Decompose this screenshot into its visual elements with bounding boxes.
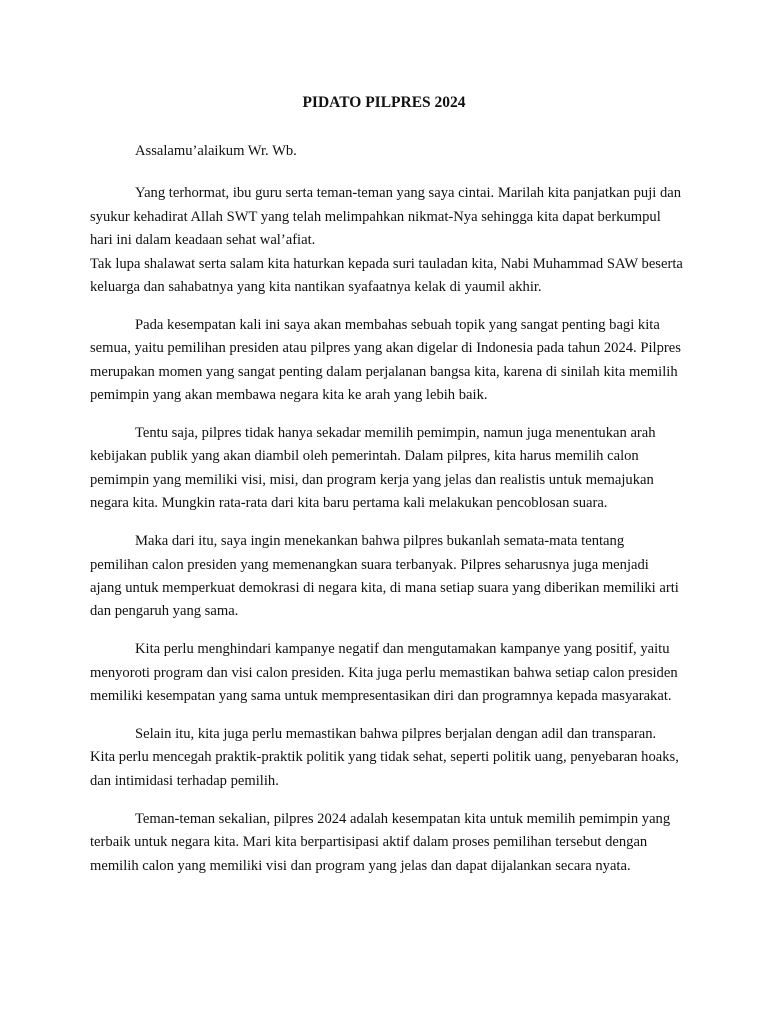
paragraph-closing: Teman-teman sekalian, pilpres 2024 adalah kesempatan kita untuk memilih pemimpin yang terbaik untuk negara kita. Mari kita berpartisipasi aktif dalam proses pemilihan tersebut dengan memilih calon yang memiliki visi dan program yang jelas dan dapat dijalankan secara nyata. (90, 810, 671, 874)
document-body (90, 140, 683, 878)
paragraph-opening: Yang terhormat, ibu guru serta teman-teman yang saya cintai. Marilah kita panjatkan puji dan syukur kehadirat Allah SWT yang telah melimpahkan nikmat-Nya sehingga kita dapat berkumpul hari ini dalam keadaan sehat wal’afiat. (90, 185, 682, 249)
paragraph-policy: Tentu saja, pilpres tidak hanya sekadar memilih pemimpin, namun juga menentukan arah kebijakan publik yang akan diambil oleh pemerintah. Dalam pilpres, kita harus memilih calon pemimpin yang memiliki visi, misi, dan program kerja yang jelas dan realistis untuk memajukan negara kita. Mungkin rata-rata dari kita baru pertama kali melakukan pencoblosan suara. (90, 425, 656, 512)
paragraph-democracy: Maka dari itu, saya ingin menekankan bahwa pilpres bukanlah semata-mata tentang pemilihan calon presiden yang memenangkan suara terbanyak. Pilpres seharusnya juga menjadi ajang untuk memperkuat demokrasi di negara kita, di mana setiap suara yang diberikan memiliki arti dan pengaruh yang sama. (90, 533, 679, 620)
document-title: PIDATO PILPRES 2024 (302, 94, 466, 111)
paragraph-campaign: Kita perlu menghindari kampanye negatif dan mengutamakan kampanye yang positif, yaitu menyoroti program dan visi calon presiden. Kita juga perlu memastikan bahwa setiap calon presiden memiliki kesempatan yang sama untuk mempresentasikan diri dan programnya kepada masyarakat. (90, 641, 678, 705)
paragraph-salam: Assalamu’alaikum Wr. Wb. (135, 143, 297, 159)
paragraph-topic: Pada kesempatan kali ini saya akan membahas sebuah topik yang sangat penting bagi kita semua, yaitu pemilihan presiden atau pilpres yang akan digelar di Indonesia pada tahun 2024. Pilpres merupakan momen yang sangat penting dalam perjalanan bangsa kita, karena di sinilah kita memilih pemimpin yang akan membawa negara kita ke arah yang lebih baik. (90, 316, 681, 404)
paragraph-shalawat: Tak lupa shalawat serta salam kita haturkan kepada suri tauladan kita, Nabi Muhammad SAW beserta keluarga dan sahabatnya yang kita nantikan syafaatnya kelak di yaumil akhir. (90, 255, 683, 296)
paragraph-fairness: Selain itu, kita juga perlu memastikan bahwa pilpres berjalan dengan adil dan transparan. Kita perlu mencegah praktik-praktik politik yang tidak sehat, seperti politik uang, penyebaran hoaks, dan intimidasi terhadap pemilih. (90, 726, 679, 789)
